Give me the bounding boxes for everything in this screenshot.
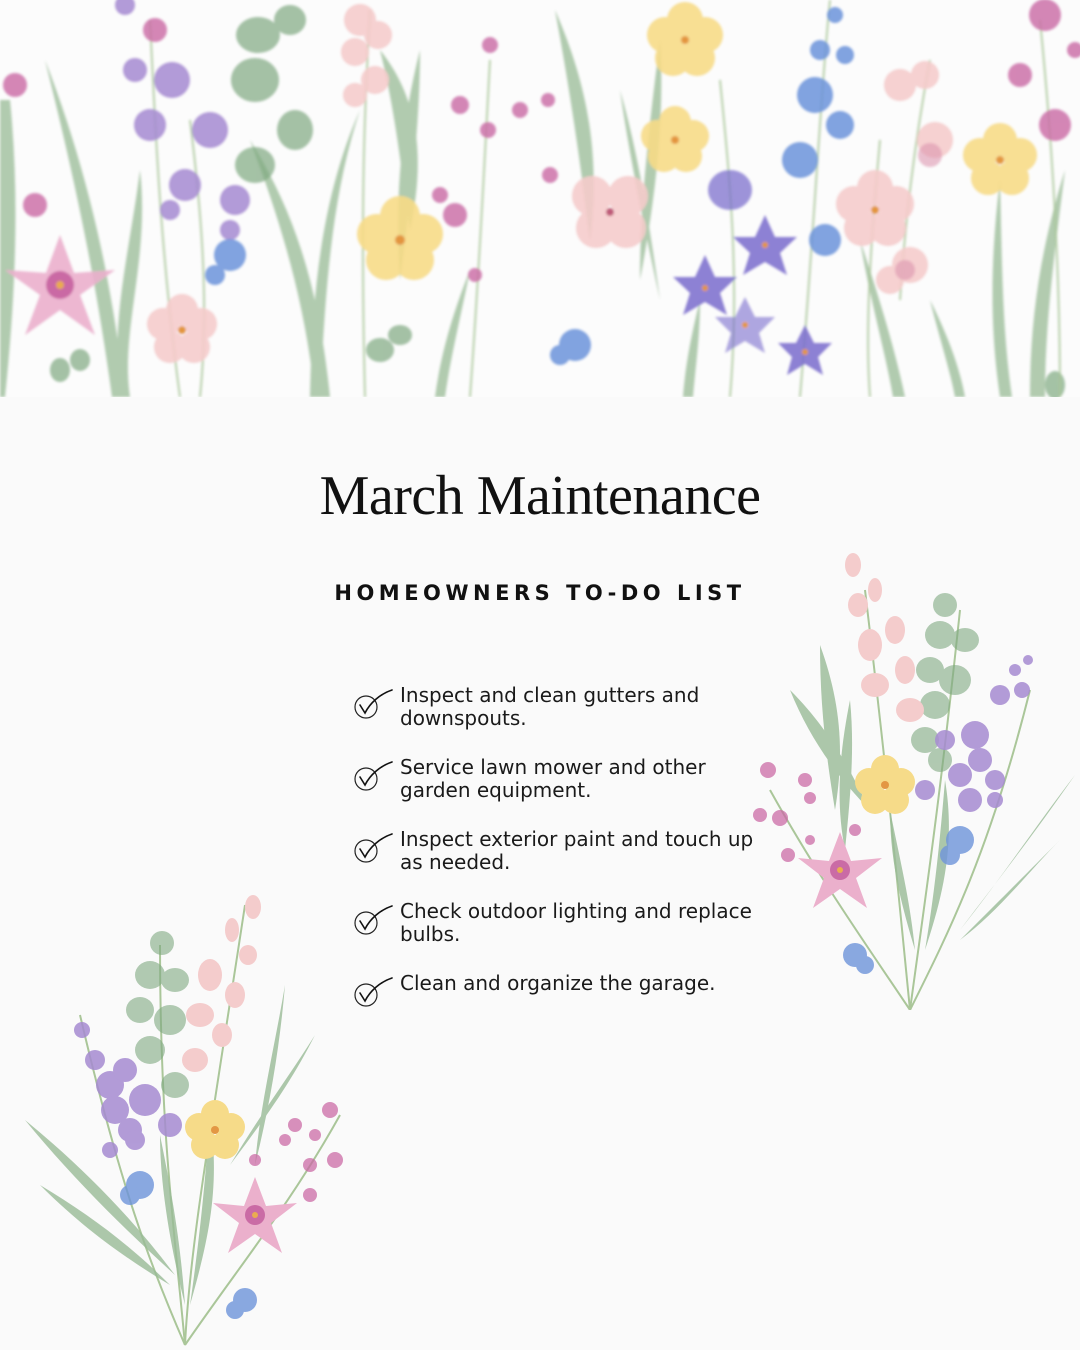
- todo-item: [352, 828, 772, 900]
- bouquet-illustration: [10, 885, 360, 1350]
- todo-item-label: Check outdoor lighting and replace bulbs.: [400, 899, 752, 946]
- circle-check-icon: [352, 688, 396, 720]
- todo-item-label: Service lawn mower and other garden equipment.: [400, 755, 706, 802]
- todo-item-label: Inspect and clean gutters and downspouts.: [400, 683, 700, 730]
- circle-check-icon: [352, 760, 396, 792]
- wildflower-illustration: [0, 0, 1080, 397]
- todo-list: [352, 684, 772, 1044]
- todo-item: [352, 684, 772, 756]
- circle-check-icon: [352, 976, 396, 1008]
- circle-check-icon: [352, 904, 396, 936]
- page-title: March Maintenance: [319, 465, 761, 527]
- todo-item: [352, 972, 772, 1044]
- page-subtitle: HOMEOWNERS TO-DO LIST: [334, 581, 746, 605]
- circle-check-icon: [352, 832, 396, 864]
- bouquet-illustration: [750, 550, 1080, 1010]
- floral-bouquet-left: [10, 885, 360, 1350]
- floral-banner: [0, 0, 1080, 397]
- todo-item-label: Clean and organize the garage.: [400, 971, 716, 995]
- todo-item-label: Inspect exterior paint and touch up as needed.: [400, 827, 754, 874]
- todo-item: [352, 900, 772, 972]
- todo-item: [352, 756, 772, 828]
- floral-bouquet-right: [750, 550, 1080, 1010]
